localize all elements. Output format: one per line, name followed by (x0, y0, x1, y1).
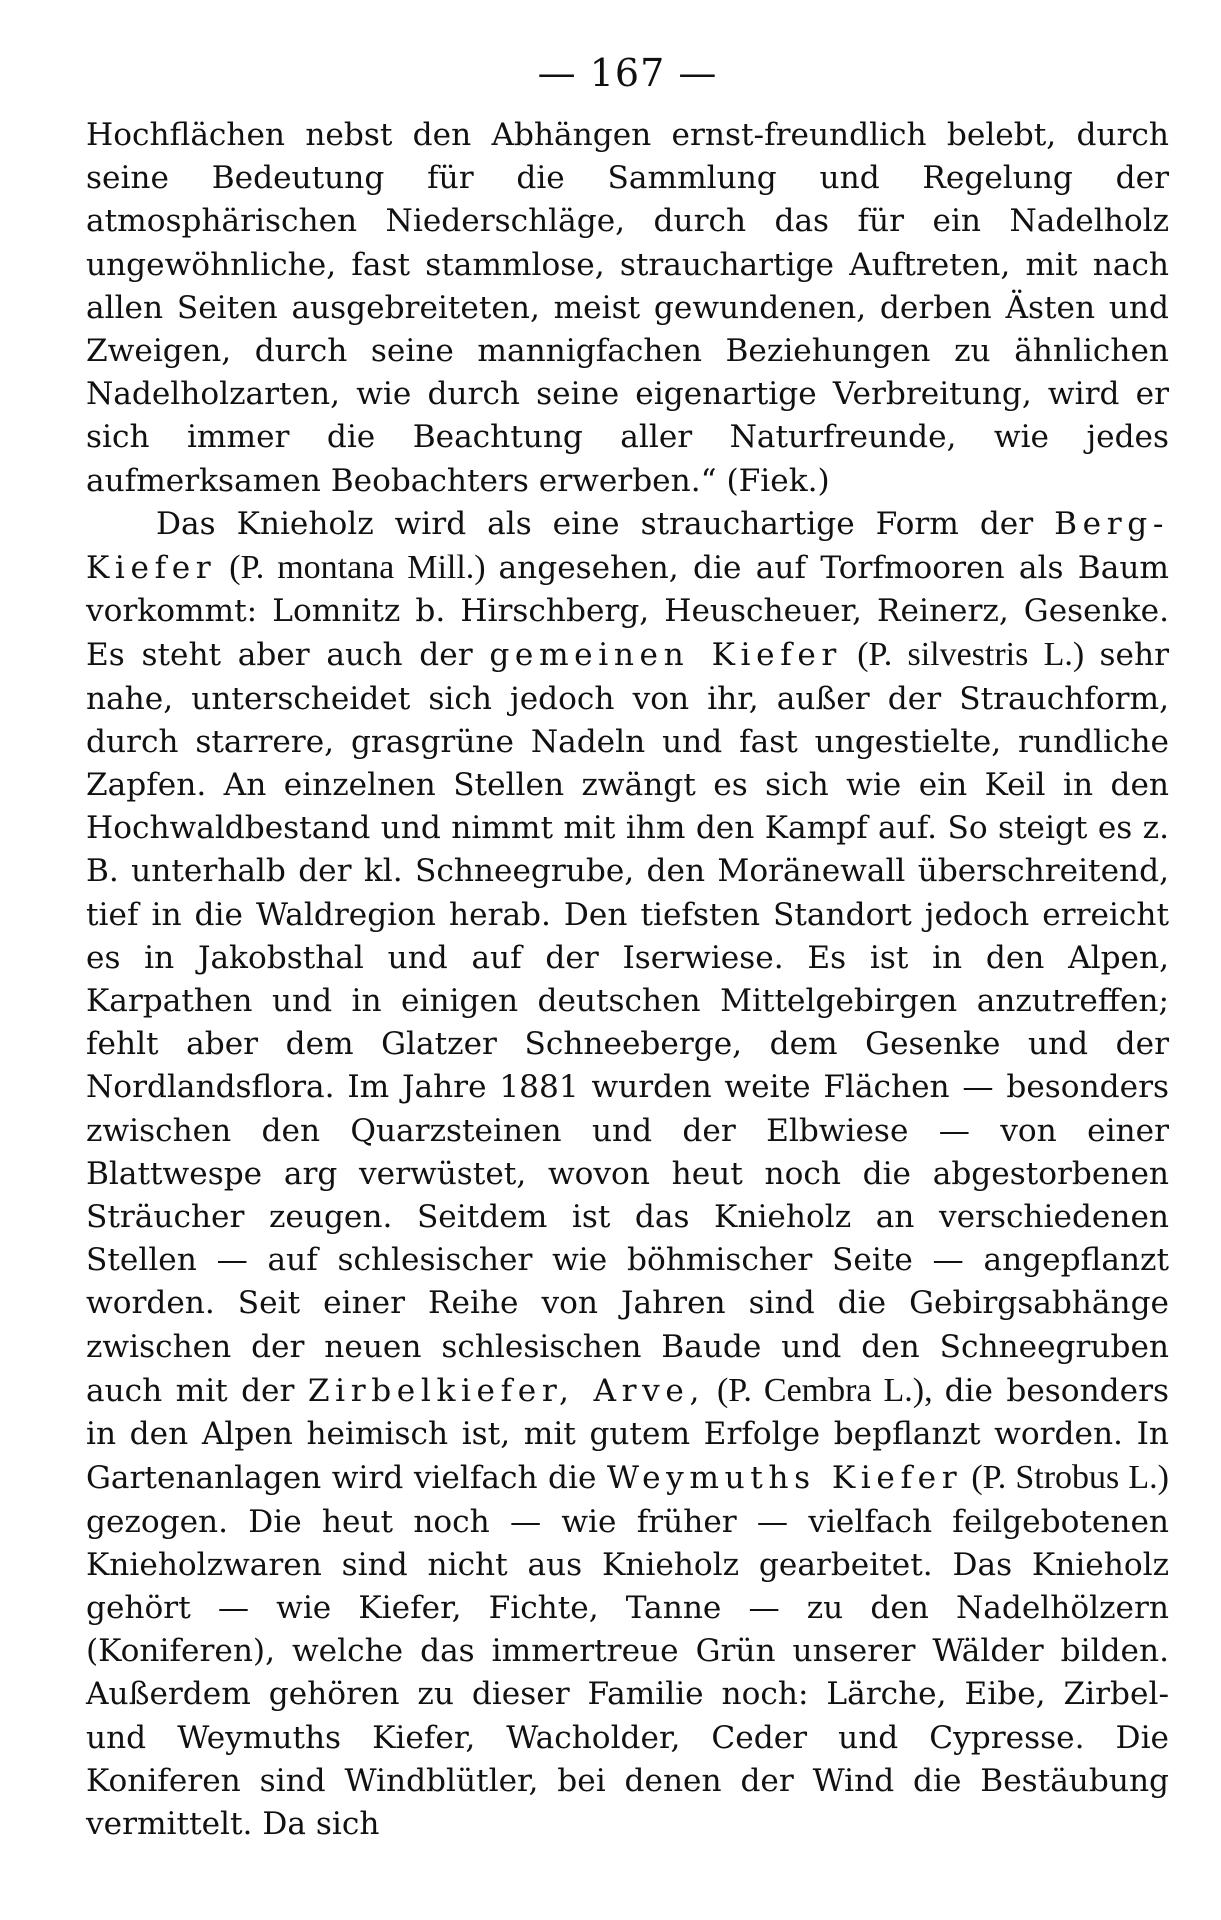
text-segment: Hochflächen nebst den Abhängen ernst-freundlich belebt, durch seine Bedeutung für die Sammlung und Regelung der atmosphärischen Niederschläge, durch das für ein Nadelholz ungewöhnliche, fast stammlose, strauchartige Auftreten, mit nach allen Seiten ausgebreiteten, meist gewundenen, derben Ästen und Zweigen, durch seine mannigfachen Beziehungen zu ähnlichen Nadelholzarten, wie durch seine eigenartige Verbreitung, wird er sich immer die Beachtung aller Naturfreunde, wie jedes aufmerksamen Beobachters erwerben.“ (Fiek.) (86, 117, 1169, 499)
latin-name: (P. Strobus L.) (962, 1459, 1169, 1497)
text-segment: gezogen. Die heut noch — wie früher — vielfach feilgebotenen Knieholzwaren sind nicht aus Knieholz gearbeitet. Das Knieholz gehört — wie Kiefer, Fichte, Tanne — zu den Nadelhölzern (Koniferen), welche das immertreue Grün unserer Wälder bilden. Außerdem gehören zu dieser Familie noch: Lärche, Eibe, Zirbel- und Weymuths Kiefer, Wacholder, Ceder und Cypresse. Die Koniferen sind Windblütler, bei denen der Wind die Bestäubung vermittelt. Da sich (86, 1503, 1169, 1842)
latin-name: (P. silvestris L.) (841, 636, 1100, 674)
latin-name: (P. montana Mill.) (216, 549, 499, 587)
text-segment: Das Knieholz wird als eine strauchartige Form der (156, 505, 1055, 542)
body-text (86, 114, 1169, 1846)
paragraph-quote-end (86, 114, 1169, 503)
latin-name: (P. Cembra L.), (705, 1371, 945, 1409)
spaced-term-weymuths-kiefer: Weymuths Kiefer (606, 1460, 963, 1497)
spaced-term-berg-kiefer: Berg-Kiefer (86, 505, 1169, 587)
page-number: — 167 — (537, 51, 718, 95)
paragraph-knieholz (86, 503, 1169, 1846)
text-segment: die besonders in den Alpen heimisch ist, mit gutem Erfolge bepflanzt worden. In Gartenanlagen wird vielfach die (86, 1372, 1169, 1497)
spaced-term-zirbelkiefer: Zirbelkiefer, Arve, (307, 1372, 705, 1409)
text-segment: angesehen, die auf Torfmooren als Baum vorkommt: Lomnitz b. Hirschberg, Heuscheuer, Reinerz, Gesenke. Es steht aber auch der (86, 550, 1169, 674)
text-segment: sehr nahe, unterscheidet sich jedoch von ihr, außer der Strauchform, durch starrere, grasgrüne Nadeln und fast ungestielte, rundliche Zapfen. An einzelnen Stellen zwängt es sich wie ein Keil in den Hochwaldbestand und nimmt mit ihm den Kampf auf. So steigt es z. B. unterhalb der kl. Schneegrube, den Moränewall überschreitend, tief in die Waldregion herab. Den tiefsten Standort jedoch erreicht es in Jakobsthal und auf der Iserwiese. Es ist in den Alpen, Karpathen und in einigen deutschen Mittelgebirgen anzutreffen; fehlt aber dem Glatzer Schneeberge, dem Gesenke und der Nordlandsflora. Im Jahre 1881 wurden weite Flächen — besonders zwischen den Quarzsteinen und der Elbwiese — von einer Blattwespe arg verwüstet, wovon heut noch die abgestorbenen Sträucher zeugen. Seitdem ist das Knieholz an verschiedenen Stellen — auf schlesischer wie böhmischer Seite — angepflanzt worden. Seit einer Reihe von Jahren sind die Gebirgsabhänge zwischen der neuen schlesischen Baude und den Schneegruben auch mit der (86, 637, 1169, 1409)
spaced-term-gemeine-kiefer: gemeinen Kiefer (489, 637, 842, 674)
